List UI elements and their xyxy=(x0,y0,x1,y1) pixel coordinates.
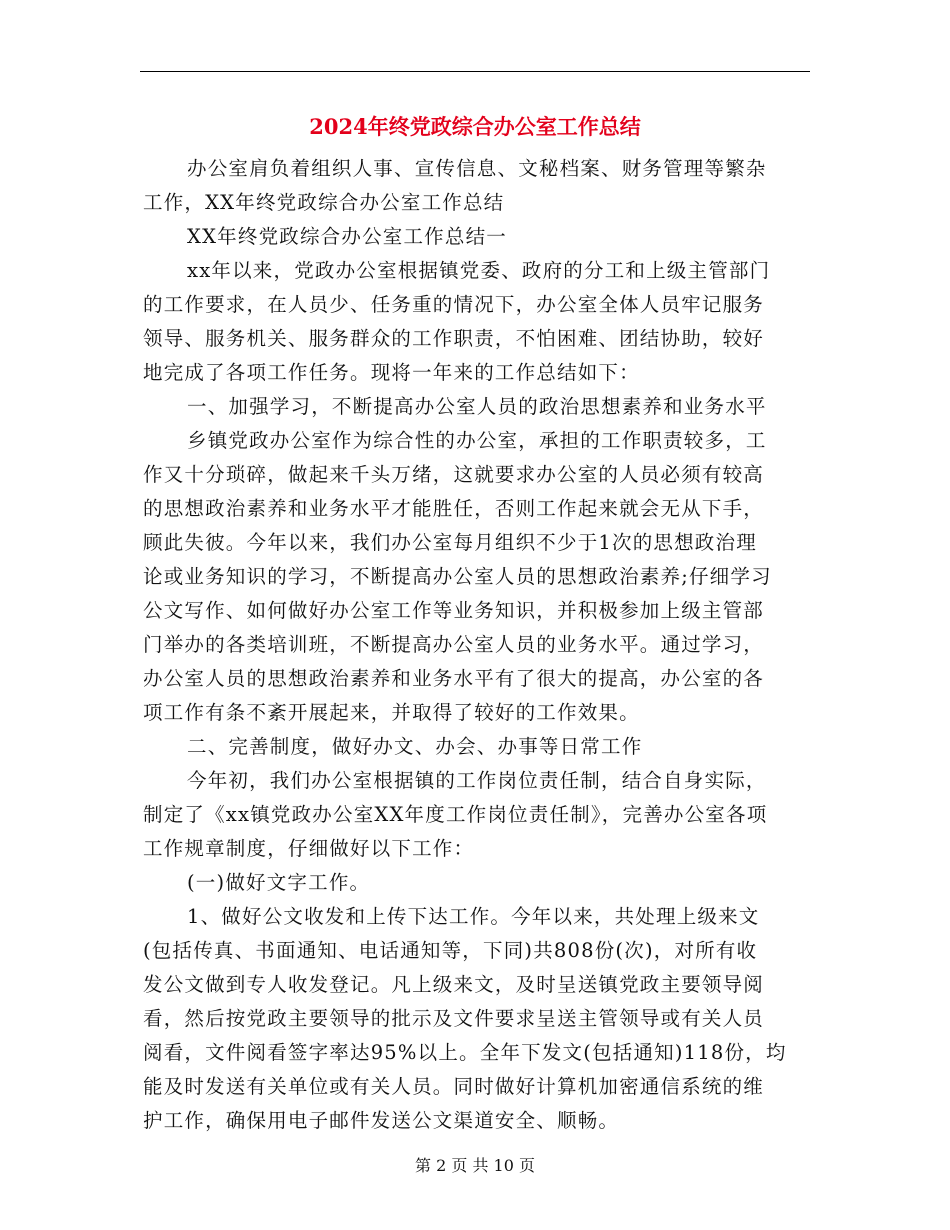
text-line: XX年终党政综合办公室工作总结一 xyxy=(187,225,507,248)
page-number: 第 2 页 共 10 页 xyxy=(415,1156,535,1175)
text-line: 工作，XX年终党政综合办公室工作总结 xyxy=(143,191,505,214)
text-line: 办公室人员的思想政治素养和业务水平有了很大的提高，办公室的各 xyxy=(143,667,765,690)
text-line: 护工作，确保用电子邮件发送公文渠道安全、顺畅。 xyxy=(143,1109,620,1132)
document-title: 2024年终党政综合办公室工作总结 xyxy=(309,114,641,139)
text-line: (包括传真、书面通知、电话通知等，下同)共808份(次)，对所有收 xyxy=(143,939,758,962)
text-line: 能及时发送有关单位或有关人员。同时做好计算机加密通信系统的维 xyxy=(143,1075,765,1098)
text-line: 的工作要求，在人员少、任务重的情况下，办公室全体人员牢记服务 xyxy=(143,293,765,316)
text-line: 作又十分琐碎，做起来千头万绪，这就要求办公室的人员必须有较高 xyxy=(143,463,765,486)
text-line: 的思想政治素养和业务水平才能胜任，否则工作起来就会无从下手， xyxy=(143,497,765,520)
text-line: 门举办的各类培训班，不断提高办公室人员的业务水平。通过学习， xyxy=(143,633,765,656)
text-line: 一、加强学习，不断提高办公室人员的政治思想素养和业务水平 xyxy=(187,395,767,418)
text-line: 发公文做到专人收发登记。凡上级来文，及时呈送镇党政主要领导阅 xyxy=(143,973,765,996)
text-line: 制定了《xx镇党政办公室XX年度工作岗位责任制》，完善办公室各项 xyxy=(143,803,768,826)
text-line: 顾此失彼。今年以来，我们办公室每月组织不少于1次的思想政治理 xyxy=(143,531,757,554)
text-line: 地完成了各项工作任务。现将一年来的工作总结如下： xyxy=(143,361,640,384)
text-line: 项工作有条不紊开展起来，并取得了较好的工作效果。 xyxy=(143,701,640,724)
text-line: 1、做好公文收发和上传下达工作。今年以来，共处理上级来文 xyxy=(187,905,760,928)
text-line: 二、完善制度，做好办文、办会、办事等日常工作 xyxy=(187,735,643,758)
text-line: 办公室肩负着组织人事、宣传信息、文秘档案、财务管理等繁杂 xyxy=(187,157,767,180)
text-line: (一)做好文字工作。 xyxy=(187,871,371,894)
text-line: xx年以来，党政办公室根据镇党委、政府的分工和上级主管部门 xyxy=(187,259,771,282)
text-line: 公文写作、如何做好办公室工作等业务知识，并积极参加上级主管部 xyxy=(143,599,765,622)
text-line: 乡镇党政办公室作为综合性的办公室，承担的工作职责较多，工 xyxy=(187,429,767,452)
header-rule xyxy=(140,71,810,72)
text-line: 领导、服务机关、服务群众的工作职责，不怕困难、团结协助，较好 xyxy=(143,327,765,350)
text-line: 看，然后按党政主要领导的批示及文件要求呈送主管领导或有关人员 xyxy=(143,1007,765,1030)
text-line: 工作规章制度，仔细做好以下工作： xyxy=(143,837,475,860)
text-line: 论或业务知识的学习，不断提高办公室人员的思想政治素养;仔细学习 xyxy=(143,565,772,588)
text-line: 今年初，我们办公室根据镇的工作岗位责任制，结合自身实际， xyxy=(187,769,767,792)
document-body xyxy=(143,152,808,1138)
text-line: 阅看，文件阅看签字率达95%以上。全年下发文(包括通知)118份，均 xyxy=(143,1041,787,1064)
